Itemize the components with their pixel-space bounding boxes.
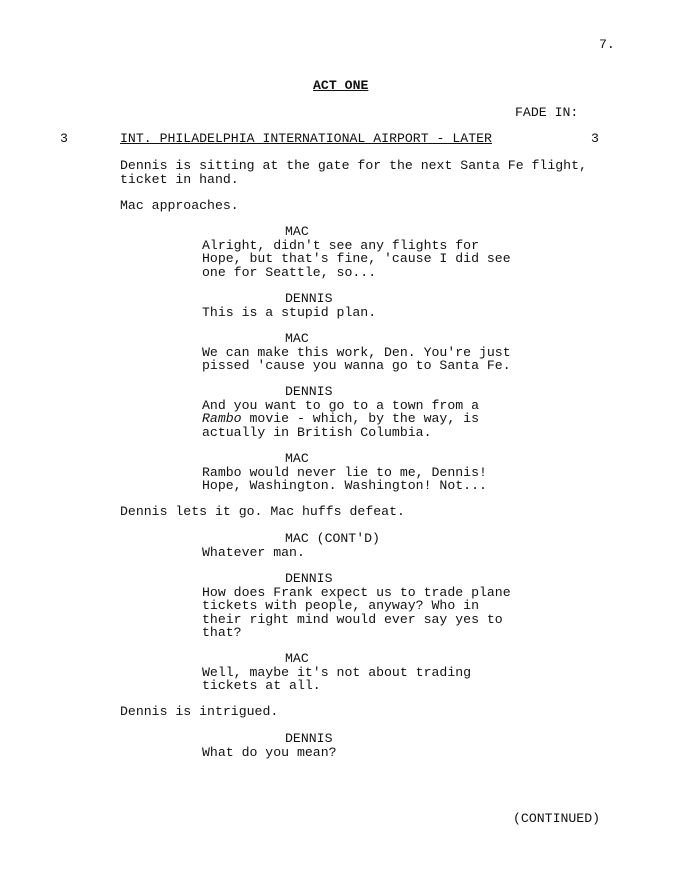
continued-marker: (CONTINUED)	[513, 811, 601, 826]
dialogue-line: Whatever man.	[202, 544, 305, 560]
character-cue: MAC (CONT'D)	[285, 531, 380, 546]
dialogue-line: actually in British Columbia.	[202, 424, 432, 440]
action-line: ticket in hand.	[120, 171, 239, 187]
dialogue-line: Well, maybe it's not about trading	[202, 664, 472, 680]
dialogue-line: This is a stupid plan.	[202, 304, 377, 320]
action-line: Dennis lets it go. Mac huffs defeat.	[120, 504, 405, 519]
action-line: Dennis is intrigued.	[120, 704, 279, 719]
dialogue-line: We can make this work, Den. You're just	[202, 344, 511, 360]
dialogue-line: Hope, Washington. Washington! Not...	[202, 478, 487, 493]
dialogue-line: And you want to go to a town from a	[202, 397, 479, 413]
dialogue-line-rest: movie - which, by the way, is	[241, 411, 479, 426]
dialogue-line: How does Frank expect us to trade plane	[202, 584, 511, 600]
dialogue-line: one for Seattle, so...	[202, 264, 377, 280]
dialogue-line: Rambo would never lie to me, Dennis!	[202, 464, 487, 480]
dialogue-line: Alright, didn't see any flights for	[202, 237, 479, 253]
character-cue: DENNIS	[285, 731, 333, 746]
scene-number-left: 3	[60, 131, 68, 146]
scene-number-right: 3	[591, 131, 599, 146]
dialogue-line: that?	[202, 625, 242, 640]
character-cue: MAC	[285, 331, 309, 346]
dialogue-line: their right mind would ever say yes to	[202, 611, 503, 627]
character-cue: MAC	[285, 451, 309, 466]
scene-heading: INT. PHILADELPHIA INTERNATIONAL AIRPORT - LATER	[120, 131, 492, 146]
character-cue: DENNIS	[285, 571, 333, 586]
dialogue-line	[202, 412, 479, 425]
dialogue-line: tickets at all.	[202, 678, 321, 693]
action-line: Mac approaches.	[120, 198, 239, 213]
character-cue: MAC	[285, 651, 309, 666]
dialogue-line: What do you mean?	[202, 744, 337, 760]
act-title: ACT ONE	[313, 78, 369, 93]
action-line: Dennis is sitting at the gate for the next Santa Fe flight,	[120, 158, 587, 173]
character-cue: MAC	[285, 224, 309, 239]
transition: FADE IN:	[515, 105, 579, 120]
page-number: 7.	[599, 37, 615, 52]
dialogue-line: pissed 'cause you wanna go to Santa Fe.	[202, 358, 511, 373]
dialogue-line: Hope, but that's fine, 'cause I did see	[202, 251, 511, 266]
character-cue: DENNIS	[285, 291, 333, 306]
film-title: Rambo	[202, 411, 242, 426]
dialogue-line: tickets with people, anyway? Who in	[202, 598, 479, 613]
character-cue: DENNIS	[285, 384, 333, 399]
